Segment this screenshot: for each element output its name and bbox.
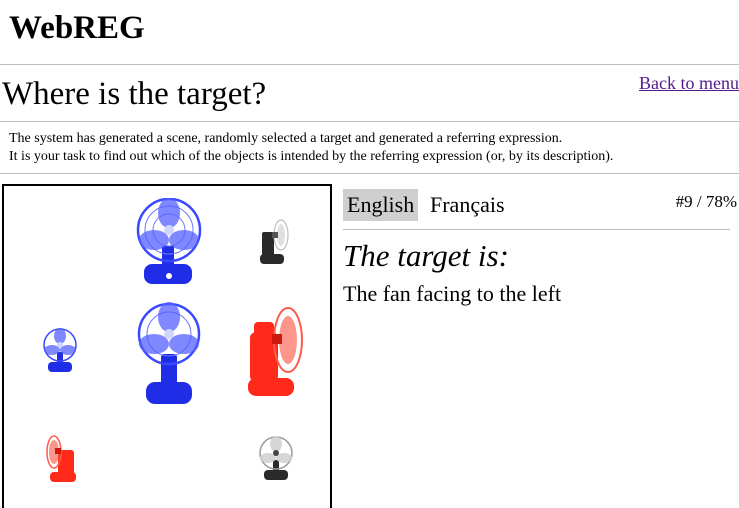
target-label: The target is:: [343, 238, 509, 273]
instructions-line: The system has generated a scene, randomly selected a target and generated a referring expression.: [9, 131, 563, 146]
scene-canvas: [2, 184, 332, 508]
language-switcher: [343, 186, 739, 224]
page-heading: Where is the target?: [2, 76, 267, 112]
divider: [343, 229, 730, 230]
divider: [0, 64, 739, 65]
fan-red-small-left[interactable]: [42, 434, 78, 484]
fan-red-large-right[interactable]: [244, 306, 310, 398]
instructions-line: It is your task to find out which of the objects is intended by the referring expression (or, by its description).: [9, 149, 614, 164]
task-panel: [343, 186, 739, 306]
divider: [0, 173, 739, 174]
fan-grey-small-right[interactable]: [256, 218, 294, 266]
progress-indicator: #9 / 78%: [675, 192, 737, 211]
fan-blue-large-front-2[interactable]: [134, 302, 204, 406]
fan-blue-small-front[interactable]: [42, 328, 78, 374]
fan-grey-small-front[interactable]: [258, 436, 294, 482]
instructions: [9, 130, 613, 166]
language-english[interactable]: English: [343, 189, 418, 221]
divider: [0, 121, 739, 122]
referring-expression: The fan facing to the left: [343, 281, 562, 306]
language-french[interactable]: Français: [430, 192, 505, 217]
fan-blue-large-front[interactable]: [134, 198, 204, 288]
back-to-menu-link[interactable]: Back to menu: [639, 73, 739, 93]
site-title: WebREG: [9, 10, 145, 46]
